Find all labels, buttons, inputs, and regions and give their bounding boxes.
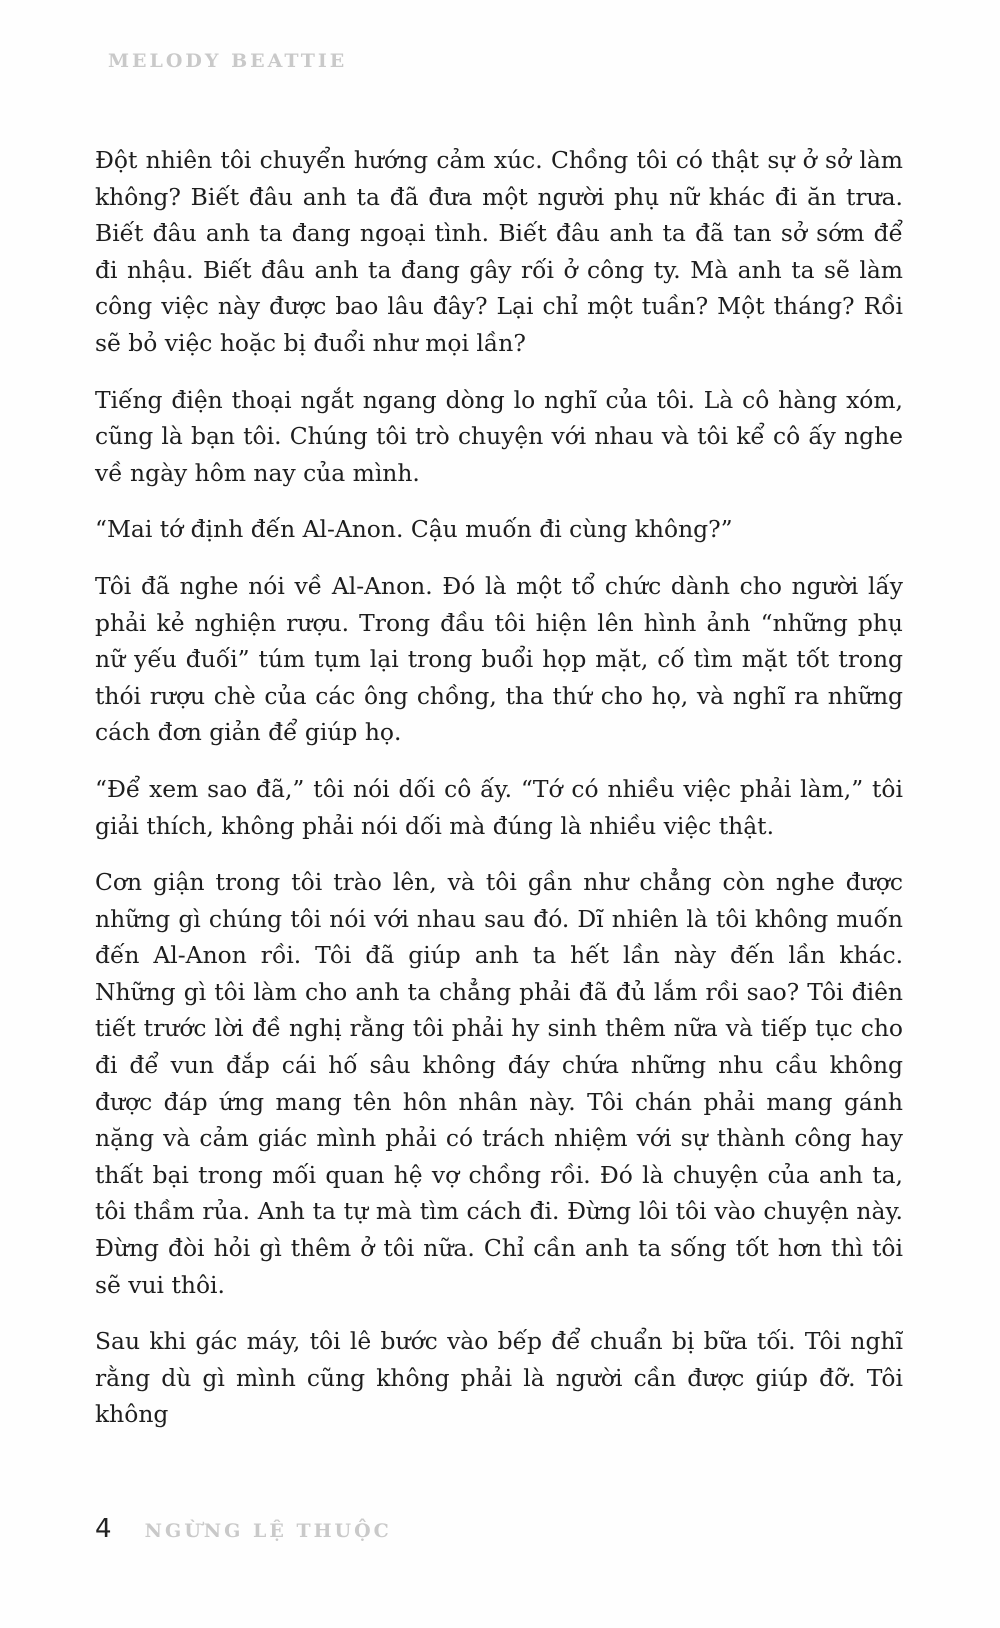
paragraph: Sau khi gác máy, tôi lê bước vào bếp để chuẩn bị bữa tối. Tôi nghĩ rằng dù gì mình cũng không phải là người cần được giúp đỡ. Tôi không (95, 1327, 903, 1429)
paragraph: Đột nhiên tôi chuyển hướng cảm xúc. Chồng tôi có thật sự ở sở làm không? Biết đâu anh ta đã đưa một người phụ nữ khác đi ăn trưa. Biết đâu anh ta đang ngoại tình. Biết đâu anh ta đã tan sở sớm để đi nhậu. Biết đâu anh ta đang gây rối ở công ty. Mà anh ta sẽ làm công việc này được bao lâu đây? Lại chỉ một tuần? Một tháng? Rồi sẽ bỏ việc hoặc bị đuổi như mọi lần? (95, 146, 903, 357)
paragraph: Tôi đã nghe nói về Al-Anon. Đó là một tổ chức dành cho người lấy phải kẻ nghiện rượu. Trong đầu tôi hiện lên hình ảnh “những phụ nữ yếu đuối” túm tụm lại trong buổi họp mặt, cố tìm mặt tốt trong thói rượu chè của các ông chồng, tha thứ cho họ, và nghĩ ra những cách đơn giản để giúp họ. (95, 571, 903, 747)
page-number: 4 (95, 1514, 112, 1544)
paragraph: “Để xem sao đã,” tôi nói dối cô ấy. “Tớ có nhiều việc phải làm,” tôi giải thích, không phải nói dối mà đúng là nhiều việc thật. (95, 774, 903, 840)
paragraph: Cơn giận trong tôi trào lên, và tôi gần như chẳng còn nghe được những gì chúng tôi nói với nhau sau đó. Dĩ nhiên là tôi không muốn đến Al-Anon rồi. Tôi đã giúp anh ta hết lần này đến lần khác. Những gì tôi làm cho anh ta chẳng phải đã đủ lắm rồi sao? Tôi điên tiết trước lời đề nghị rằng tôi phải hy sinh thêm nữa và tiếp tục cho đi để vun đắp cái hố sâu không đáy chứa những nhu cầu không được đáp ứng mang tên hôn nhân này. Tôi chán phải mang gánh nặng và cảm giác mình phải có trách nhiệm với sự thành công hay thất bại trong mối quan hệ vợ chồng rồi. Đó là chuyện của anh ta, tôi thầm rủa. Anh ta tự mà tìm cách đi. Đừng lôi tôi vào chuyện này. Đừng đòi hỏi gì thêm ở tôi nữa. Chỉ cần anh ta sống tốt hơn thì tôi sẽ vui thôi. (95, 868, 903, 1299)
paragraph: Tiếng điện thoại ngắt ngang dòng lo nghĩ của tôi. Là cô hàng xóm, cũng là bạn tôi. Chúng tôi trò chuyện với nhau và tôi kể cô ấy nghe về ngày hôm nay của mình. (95, 385, 903, 487)
running-header: MELODY BEATTIE (108, 50, 348, 72)
paragraph: “Mai tớ định đến Al-Anon. Cậu muốn đi cùng không?” (95, 515, 733, 544)
running-footer-title: NGỪNG LỆ THUỘC (144, 1520, 392, 1542)
page-footer (95, 1514, 392, 1544)
body-text (95, 142, 903, 1453)
